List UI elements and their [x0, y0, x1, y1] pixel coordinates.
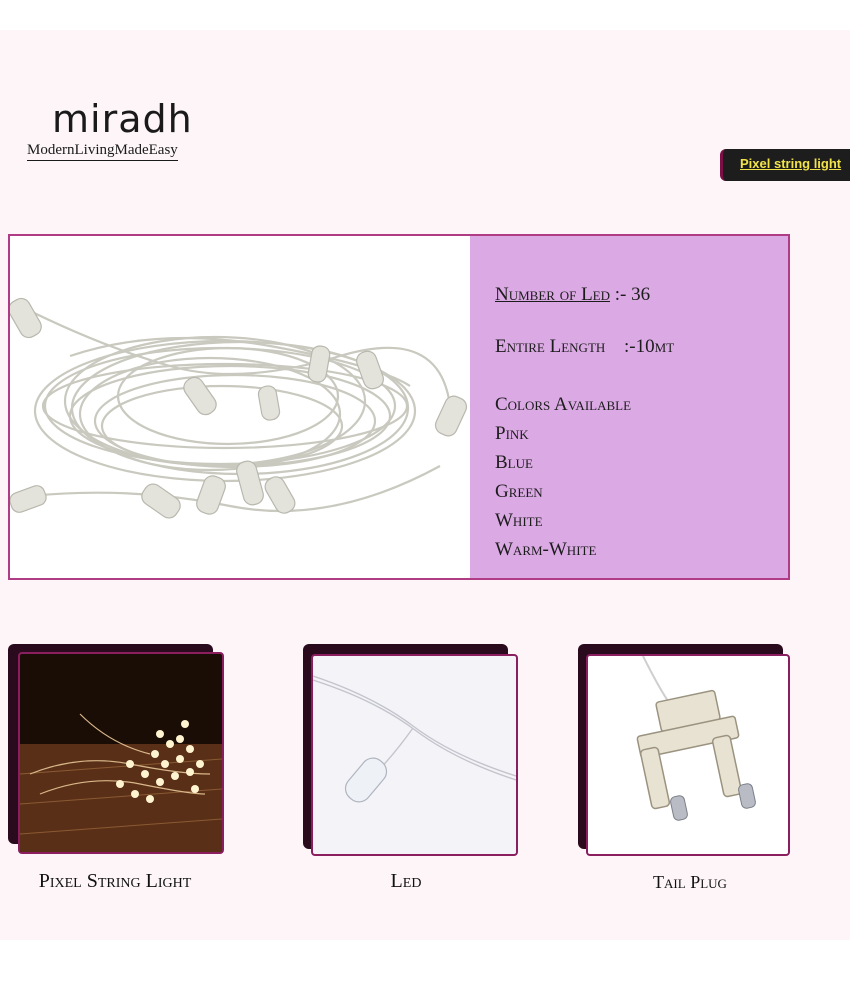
caption-led: Led — [390, 870, 422, 892]
string-light-bundle-image — [10, 236, 470, 578]
colors-heading: Colors Available — [495, 394, 632, 415]
led-count-value: :- 36 — [614, 284, 651, 305]
length-label: Entire Length — [495, 336, 606, 357]
spec-led-count — [495, 284, 650, 306]
color-item: Pink — [495, 423, 529, 444]
tail-plug-photo-icon — [586, 654, 790, 856]
color-item: White — [495, 510, 543, 531]
warm-lights-photo-icon — [18, 652, 224, 854]
product-ribbon — [720, 149, 850, 181]
caption-pixel-string-light: Pixel String Light — [38, 870, 192, 892]
color-item: Green — [495, 481, 543, 502]
spec-length — [495, 336, 674, 358]
color-item: Warm-White — [495, 539, 597, 560]
color-item: Blue — [495, 452, 533, 473]
led-count-label: Number of Led — [495, 284, 611, 305]
wire-bundle-icon — [10, 236, 470, 578]
spec-panel — [470, 236, 788, 578]
length-value: :-10mt — [624, 336, 675, 357]
brand-tagline: ModernLivingMadeEasy — [27, 142, 178, 161]
caption-tail-plug: Tail Plug — [653, 872, 727, 892]
feature-box — [8, 234, 790, 580]
ribbon-label: Pixel string light — [740, 156, 842, 171]
led-bulb-photo-icon — [311, 654, 518, 856]
brand-logo: miradh — [52, 97, 193, 141]
